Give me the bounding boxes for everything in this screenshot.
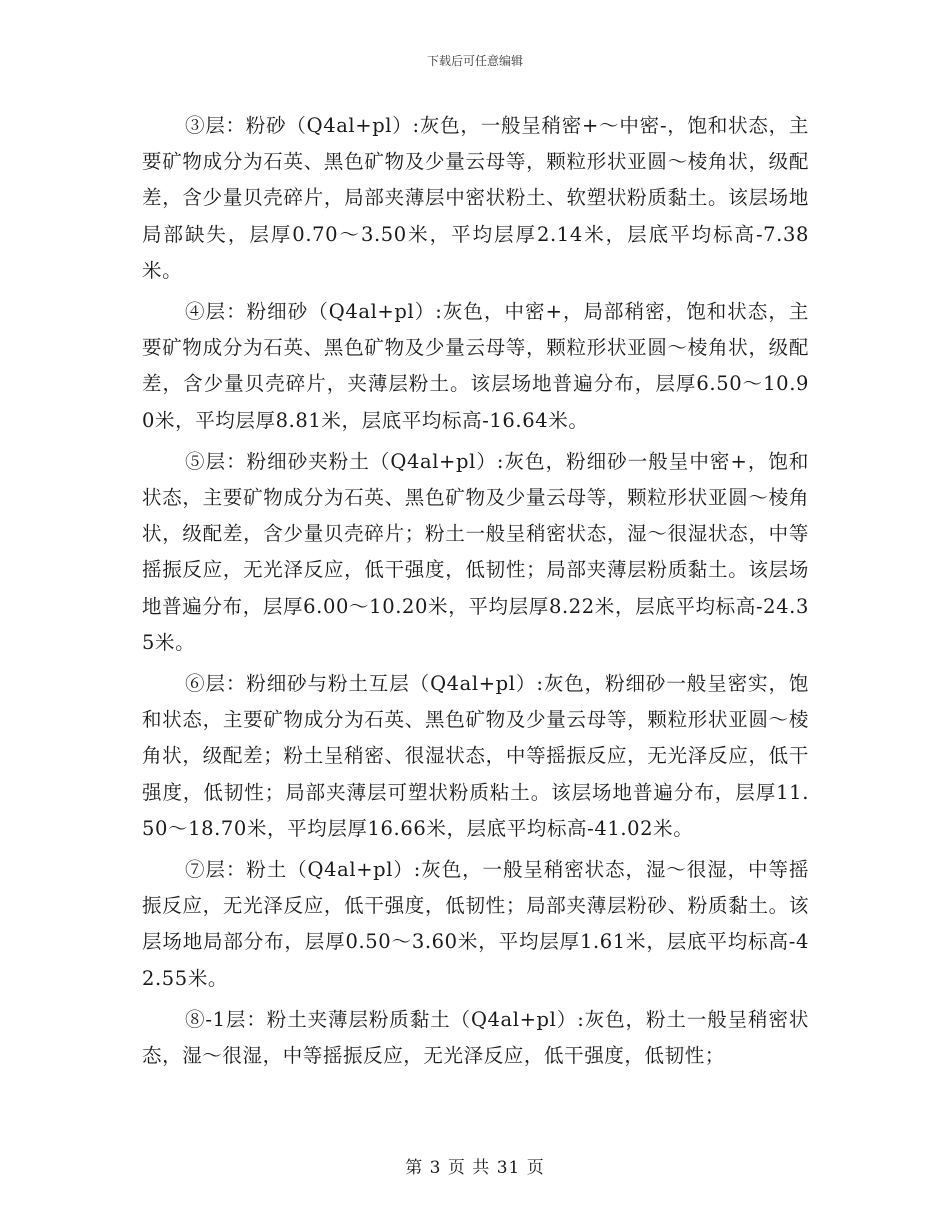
document-body xyxy=(142,108,809,1079)
paragraph-layer-5: ⑤层：粉细砂夹粉土（Q4al+pl）:灰色，粉细砂一般呈中密+，饱和状态，主要矿物成分为石英、黑色矿物及少量云母等，颗粒形状亚圆～棱角状，级配差，含少量贝壳碎片；粉土一般呈稍密状态，湿～很湿状态，中等摇振反应，无光泽反应，低干强度，低韧性；局部夹薄层粉质黏土。该层场地普遍分布，层厚6.00～10.20米，平均层厚8.22米，层底平均标高-24.35米。 xyxy=(142,449,809,654)
page-header-note: 下载后可任意编辑 xyxy=(426,54,523,68)
paragraph-layer-4: ④层：粉细砂（Q4al+pl）:灰色，中密+，局部稍密，饱和状态，主要矿物成分为石英、黑色矿物及少量云母等，颗粒形状亚圆～棱角状，级配差，含少量贝壳碎片，夹薄层粉土。该层场地普遍分布，层厚6.50～10.90米，平均层厚8.81米，层底平均标高-16.64米。 xyxy=(142,300,809,432)
paragraph-layer-8-1: ⑧-1层：粉土夹薄层粉质黏土（Q4al+pl）:灰色，粉土一般呈稍密状态，湿～很湿，中等摇振反应，无光泽反应，低干强度，低韧性； xyxy=(142,1007,809,1068)
paragraph-layer-3: ③层：粉砂（Q4al+pl）:灰色，一般呈稍密+～中密-，饱和状态，主要矿物成分为石英、黑色矿物及少量云母等，颗粒形状亚圆～棱角状，级配差，含少量贝壳碎片，局部夹薄层中密状粉土、软塑状粉质黏土。该层场地局部缺失，层厚0.70～3.50米，平均层厚2.14米，层底平均标高-7.38米。 xyxy=(142,114,809,282)
page-number-footer: 第 3 页 共 31 页 xyxy=(405,1158,545,1178)
paragraph-layer-7: ⑦层：粉土（Q4al+pl）:灰色，一般呈稍密状态，湿～很湿，中等摇振反应，无光泽反应，低干强度，低韧性；局部夹薄层粉砂、粉质黏土。该层场地局部分布，层厚0.50～3.60米，平均层厚1.61米，层底平均标高-42.55米。 xyxy=(142,858,809,990)
paragraph-layer-6: ⑥层：粉细砂与粉土互层（Q4al+pl）:灰色，粉细砂一般呈密实，饱和状态，主要矿物成分为石英、黑色矿物及少量云母等，颗粒形状亚圆～棱角状，级配差；粉土呈稍密、很湿状态，中等摇振反应，无光泽反应，低干强度，低韧性；局部夹薄层可塑状粉质粘土。该层场地普遍分布，层厚11.50～18.70米，平均层厚16.66米，层底平均标高-41.02米。 xyxy=(142,672,809,840)
